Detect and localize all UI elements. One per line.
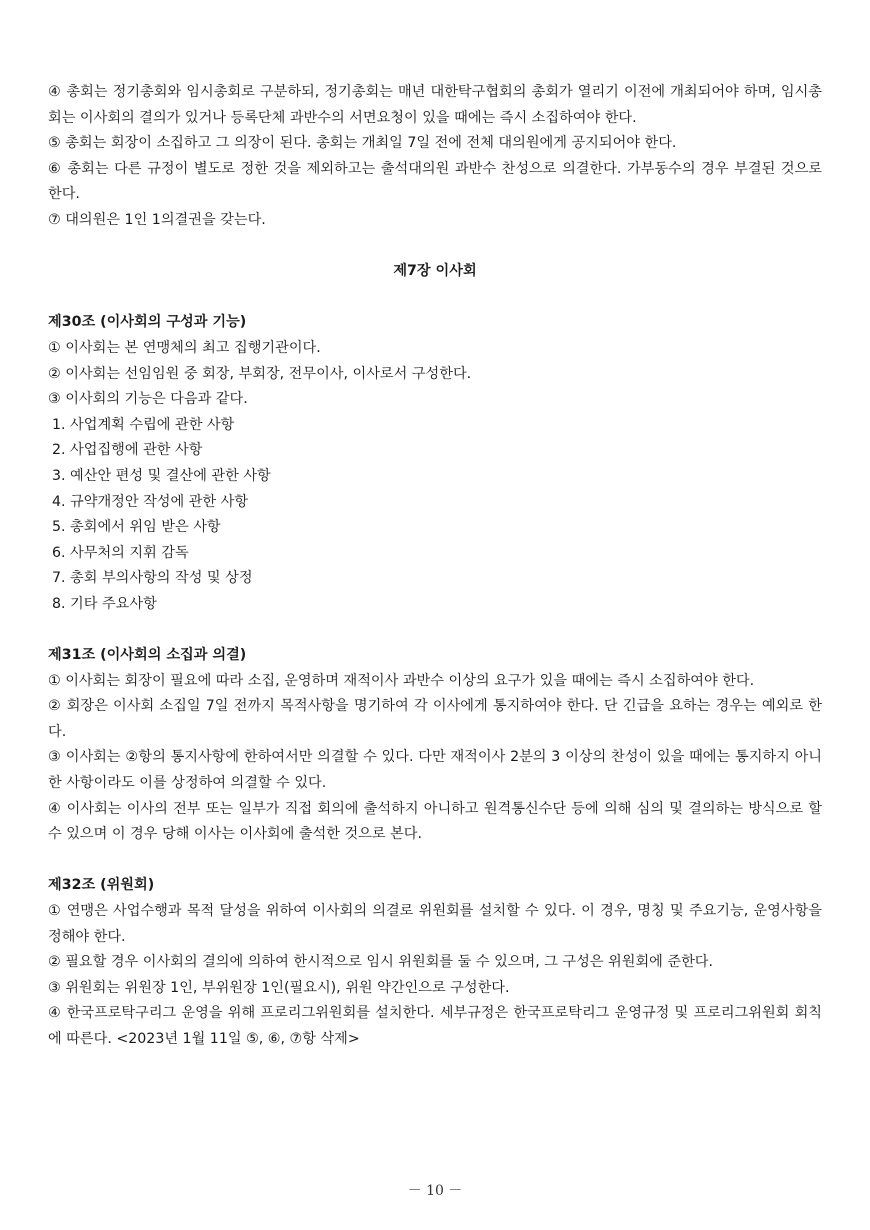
paragraph: ② 이사회는 선임임원 중 회장, 부회장, 전무이사, 이사로서 구성한다. bbox=[48, 365, 472, 382]
list-item: 8. 기타 주요사항 bbox=[52, 595, 157, 612]
list-item: 3. 예산안 편성 및 결산에 관한 사항 bbox=[52, 467, 271, 484]
article-32-title: 제32조 (위원회) bbox=[48, 877, 155, 894]
paragraph: ① 연맹은 사업수행과 목적 달성을 위하여 이사회의 의결로 위원회를 설치할 수 있다. 이 경우, 명칭 및 주요기능, 운영사항을 정해야 한다. bbox=[48, 903, 822, 945]
paragraph: ⑥ 총회는 다른 규정이 별도로 정한 것을 제외하고는 출석대의원 과반수 찬성으로 의결한다. 가부동수의 경우 부결된 것으로 한다. bbox=[48, 160, 822, 203]
spacer bbox=[48, 848, 822, 874]
paragraph: ① 이사회는 회장이 필요에 따라 소집, 운영하며 재적이사 과반수 이상의 요구가 있을 때에는 즉시 소집하여야 한다. bbox=[48, 672, 755, 689]
list-item: 7. 총회 부의사항의 작성 및 상정 bbox=[52, 570, 253, 587]
paragraph: ④ 한국프로탁구리그 운영을 위해 프로리그위원회를 설치한다. 세부규정은 한국프로탁리그 운영규정 및 프로리그위원회 회칙에 따른다. <2023년 1월 11일 ⑤, ⑥, ⑦항 삭제> bbox=[48, 1005, 822, 1047]
paragraph: ③ 이사회는 ②항의 통지사항에 한하여서만 의결할 수 있다. 다만 재적이사 2분의 3 이상의 찬성이 있을 때에는 통지하지 아니한 사항이라도 이를 상정하여 의결할 수 있다. bbox=[48, 749, 822, 792]
list-item: 5. 총회에서 위임 받은 사항 bbox=[52, 519, 221, 536]
article-30-title: 제30조 (이사회의 구성과 기능) bbox=[48, 314, 247, 331]
spacer bbox=[48, 285, 822, 311]
page-number: － 10 － bbox=[407, 1183, 463, 1199]
paragraph: ② 필요할 경우 이사회의 결의에 의하여 한시적으로 임시 위원회를 둘 수 있으며, 그 구성은 위원회에 준한다. bbox=[48, 954, 714, 971]
paragraph: ③ 위원회는 위원장 1인, 부위원장 1인(필요시), 위원 약간인으로 구성한다. bbox=[48, 979, 510, 996]
paragraph: ⑦ 대의원은 1인 1의결권을 갖는다. bbox=[48, 211, 266, 228]
document-body bbox=[48, 80, 822, 1053]
list-item: 4. 규약개정안 작성에 관한 사항 bbox=[52, 493, 249, 510]
paragraph: ① 이사회는 본 연맹체의 최고 집행기관이다. bbox=[48, 339, 321, 356]
paragraph: ③ 이사회의 기능은 다음과 같다. bbox=[48, 391, 248, 408]
chapter-heading: 제7장 이사회 bbox=[393, 263, 477, 280]
paragraph: ⑤ 총회는 회장이 소집하고 그 의장이 된다. 총회는 개최일 7일 전에 전체 대의원에게 공지되어야 한다. bbox=[48, 135, 677, 152]
list-item: 2. 사업집행에 관한 사항 bbox=[52, 442, 203, 459]
list-item: 6. 사무처의 지휘 감독 bbox=[52, 544, 189, 561]
article-31-title: 제31조 (이사회의 소집과 의결) bbox=[48, 647, 247, 664]
paragraph: ④ 총회는 정기총회와 임시총회로 구분하되, 정기총회는 매년 대한탁구협회의 총회가 열리기 이전에 개최되어야 하며, 임시총회는 이사회의 결의가 있거나 등록단체 과반수의 서면요청이 있을 때에는 즉시 소집하여야 한다. bbox=[48, 84, 822, 126]
paragraph: ④ 이사회는 이사의 전부 또는 일부가 직접 회의에 출석하지 아니하고 원격통신수단 등에 의해 심의 및 결의하는 방식으로 할 수 있으며 이 경우 당해 이사는 이사회에 출석한 것으로 본다. bbox=[48, 800, 822, 843]
spacer bbox=[48, 617, 822, 643]
spacer bbox=[48, 234, 822, 260]
paragraph: ② 회장은 이사회 소집일 7일 전까지 목적사항을 명기하여 각 이사에게 통지하여야 한다. 단 긴급을 요하는 경우는 예외로 한다. bbox=[48, 698, 822, 740]
list-item: 1. 사업계획 수립에 관한 사항 bbox=[52, 416, 235, 433]
